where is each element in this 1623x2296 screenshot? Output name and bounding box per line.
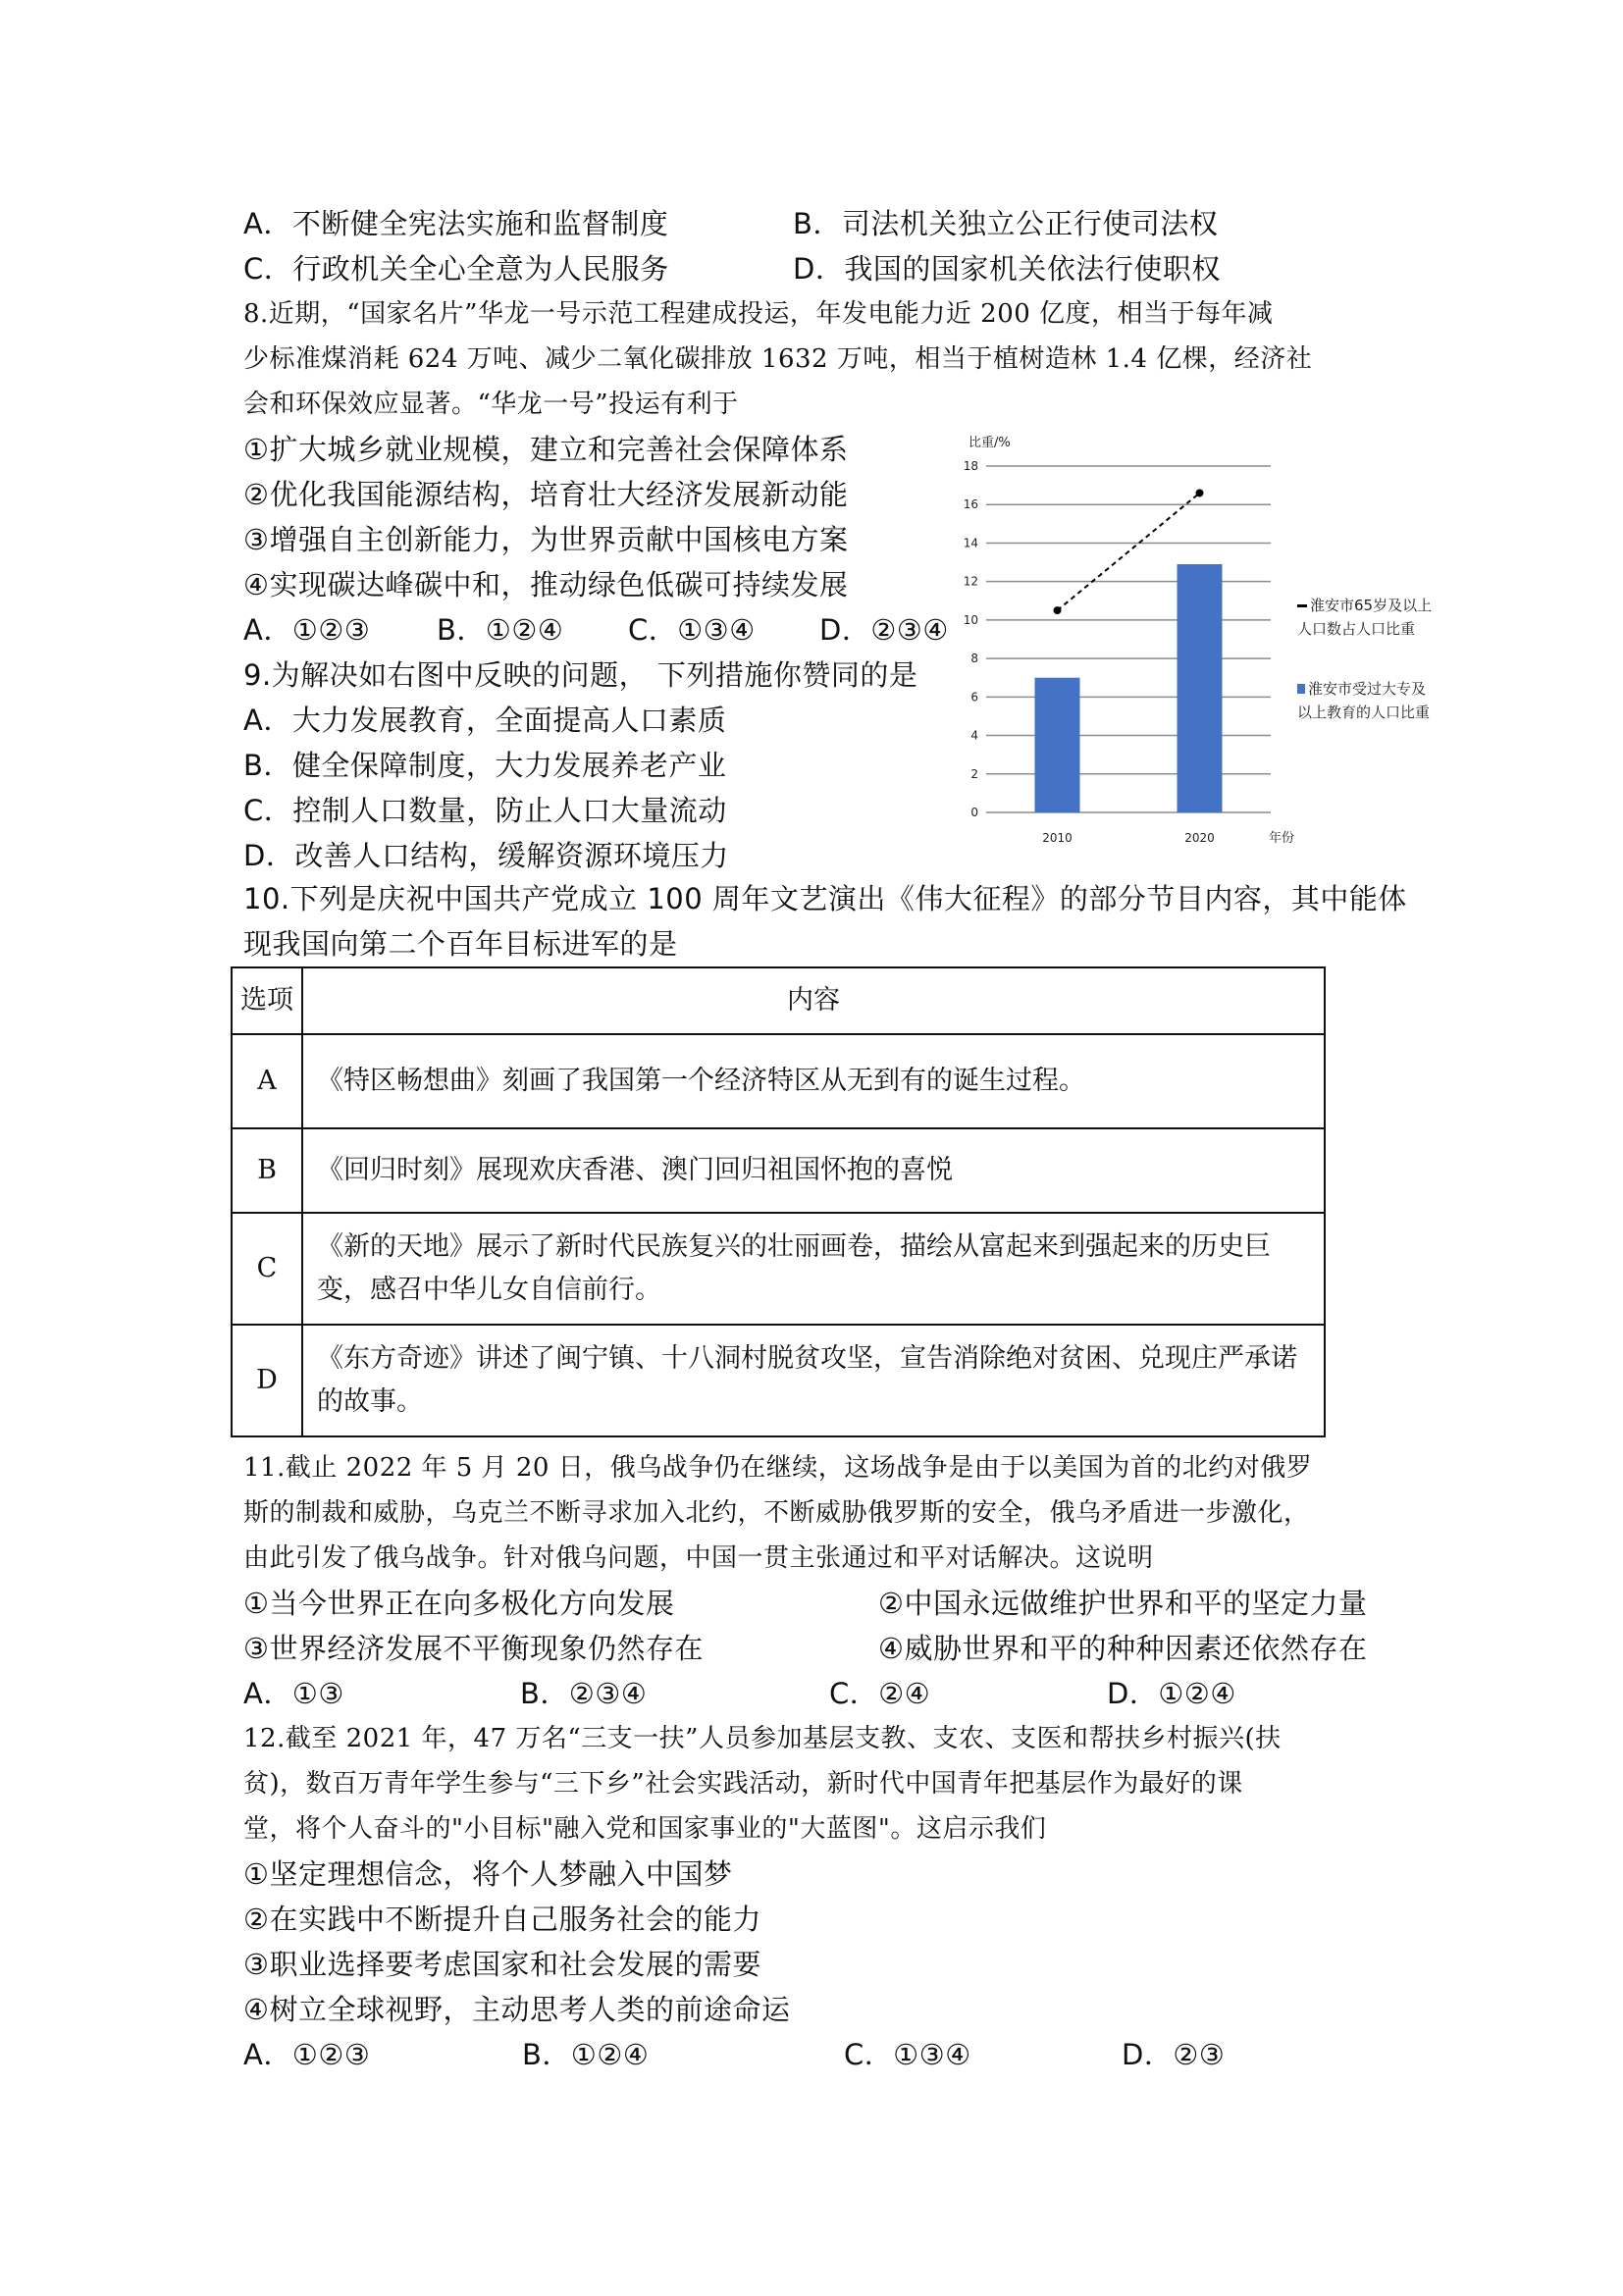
q9-option-a: A．大力发展教育，全面提高人口素质 — [243, 704, 727, 737]
q11-item: ③世界经济发展不平衡现象仍然存在 — [243, 1632, 704, 1665]
q12-option-d: D．②③ — [1122, 2038, 1226, 2071]
q12-item: ②在实践中不断提升自己服务社会的能力 — [243, 1903, 761, 1936]
q12-item: ④树立全球视野，主动思考人类的前途命运 — [243, 1993, 791, 2026]
q9-stem: 9.为解决如右图中反映的问题， 下列措施你赞同的是 — [243, 658, 918, 692]
header-option: 选项 — [232, 967, 302, 1034]
line-point-2020 — [1196, 489, 1204, 496]
y-tick-label: 10 — [963, 612, 978, 627]
q8-option-d: D．②③④ — [819, 613, 949, 647]
row-content: 《回归时刻》展现欢庆香港、澳门回归祖国怀抱的喜悦 — [302, 1128, 1325, 1213]
q11-option-a: A．①③ — [243, 1677, 344, 1710]
y-tick-label: 0 — [970, 806, 978, 819]
row-option: A — [232, 1034, 302, 1128]
q8-item: ①扩大城乡就业规模，建立和完善社会保障体系 — [243, 433, 849, 466]
population-chart — [957, 432, 1295, 858]
y-tick-label: 14 — [963, 536, 978, 550]
q7-option-c: C．行政机关全心全意为人民服务 — [243, 252, 669, 286]
q12-option-c: C．①③④ — [844, 2038, 971, 2071]
y-tick-label: 4 — [970, 728, 978, 743]
q11-stem-line: 11.截止 2022 年 5 月 20 日，俄乌战争仍在继续，这场战争是由于以美国为首的北约对俄罗 — [243, 1453, 1313, 1483]
q8-option-b: B．①②④ — [437, 613, 564, 647]
header-content: 内容 — [302, 967, 1325, 1034]
chart-legend-line — [1297, 594, 1435, 641]
q12-option-a: A．①②③ — [243, 2038, 371, 2071]
q11-stem-line: 由此引发了俄乌战争。针对俄乌问题，中国一贯主张通过和平对话解决。这说明 — [243, 1543, 1154, 1573]
row-content: 《新的天地》展示了新时代民族复兴的壮丽画卷，描绘从富起来到强起来的历史巨变，感召中华儿女自信前行。 — [302, 1213, 1325, 1325]
table-header-row — [232, 967, 1325, 1034]
q12-stem-line: 12.截至 2021 年，47 万名“三支一扶”人员参加基层支教、支农、支医和帮扶乡村振兴(扶 — [243, 1724, 1282, 1753]
chart-y-axis-label: 比重/% — [969, 436, 1011, 450]
y-tick-label: 2 — [970, 766, 978, 781]
row-option: B — [232, 1128, 302, 1213]
y-tick-label: 6 — [970, 690, 978, 704]
bar-2010 — [1035, 678, 1080, 812]
table-row — [232, 1034, 1325, 1128]
q10-stem-line: 现我国向第二个百年目标进军的是 — [243, 927, 678, 961]
q11-item: ①当今世界正在向多极化方向发展 — [243, 1587, 675, 1620]
legend-dash-icon — [1297, 604, 1307, 607]
q12-stem-line: 贫)，数百万青年学生参与“三下乡”社会实践活动，新时代中国青年把基层作为最好的课 — [243, 1769, 1243, 1799]
y-tick-label: 16 — [963, 497, 978, 512]
line-point-2010 — [1054, 606, 1062, 614]
q8-stem-line: 8.近期，“国家名片”华龙一号示范工程建成投运，年发电能力近 200 亿度，相当于每年减 — [243, 299, 1274, 329]
row-option: D — [232, 1325, 302, 1436]
q11-option-b: B．②③④ — [520, 1677, 648, 1710]
y-tick-label: 18 — [963, 459, 978, 473]
q8-item: ②优化我国能源结构，培育壮大经济发展新动能 — [243, 478, 849, 511]
q8-item: ④实现碳达峰碳中和，推动绿色低碳可持续发展 — [243, 568, 849, 601]
legend-label: 淮安市受过大专及以上教育的人口比重 — [1297, 680, 1431, 721]
q9-option-b: B．健全保障制度，大力发展养老产业 — [243, 749, 727, 782]
row-content: 《特区畅想曲》刻画了我国第一个经济特区从无到有的诞生过程。 — [302, 1034, 1325, 1128]
q7-option-b: B．司法机关独立公正行使司法权 — [793, 207, 1219, 240]
q8-option-c: C．①③④ — [628, 613, 756, 647]
chart-x-axis-label: 年份 — [1269, 831, 1295, 846]
q7-option-a: A．不断健全宪法实施和监督制度 — [243, 207, 669, 240]
chart-legend-bar — [1297, 677, 1435, 724]
q9-option-c: C．控制人口数量，防止人口大量流动 — [243, 794, 727, 827]
legend-square-icon — [1297, 684, 1305, 694]
chart-canvas — [957, 432, 1295, 854]
q11-item: ④威胁世界和平的种种因素还依然存在 — [878, 1632, 1368, 1665]
y-tick-label: 12 — [963, 574, 978, 589]
q8-stem-line: 少标准煤消耗 624 万吨、减少二氧化碳排放 1632 万吨，相当于植树造林 1.4 亿棵，经济社 — [243, 344, 1313, 374]
q11-option-d: D．①②④ — [1107, 1677, 1236, 1710]
q11-stem-line: 斯的制裁和威胁，乌克兰不断寻求加入北约，不断威胁俄罗斯的安全，俄乌矛盾进一步激化， — [243, 1498, 1310, 1528]
x-tick-label: 2010 — [1042, 831, 1073, 845]
bar-2020 — [1178, 564, 1223, 812]
q12-item: ③职业选择要考虑国家和社会发展的需要 — [243, 1948, 761, 1981]
q7-option-d: D．我国的国家机关依法行使职权 — [793, 252, 1221, 286]
table-row — [232, 1325, 1325, 1436]
q11-item: ②中国永远做维护世界和平的坚定力量 — [878, 1587, 1368, 1620]
table-row — [232, 1213, 1325, 1325]
x-tick-label: 2020 — [1184, 831, 1215, 845]
q8-option-a: A．①②③ — [243, 613, 371, 647]
q8-item: ③增强自主创新能力，为世界贡献中国核电方案 — [243, 523, 849, 556]
q8-stem-line: 会和环保效应显著。“华龙一号”投运有利于 — [243, 390, 739, 419]
q12-option-b: B．①②④ — [522, 2038, 650, 2071]
table-row — [232, 1128, 1325, 1213]
y-tick-label: 8 — [970, 652, 978, 666]
q12-item: ①坚定理想信念，将个人梦融入中国梦 — [243, 1857, 733, 1891]
q9-option-d: D．改善人口结构，缓解资源环境压力 — [243, 839, 729, 872]
row-content: 《东方奇迹》讲述了闽宁镇、十八洞村脱贫攻坚，宣告消除绝对贫困、兑现庄严承诺的故事。 — [302, 1325, 1325, 1436]
q11-option-c: C．②④ — [829, 1677, 931, 1710]
q10-table — [231, 966, 1326, 1437]
q12-stem-line: 堂，将个人奋斗的"小目标"融入党和国家事业的"大蓝图"。这启示我们 — [243, 1814, 1047, 1844]
row-option: C — [232, 1213, 302, 1325]
legend-label: 淮安市65岁及以上人口数占人口比重 — [1297, 597, 1433, 638]
q10-stem-line: 10.下列是庆祝中国共产党成立 100 周年文艺演出《伟大征程》的部分节目内容，其中能体 — [243, 882, 1407, 915]
